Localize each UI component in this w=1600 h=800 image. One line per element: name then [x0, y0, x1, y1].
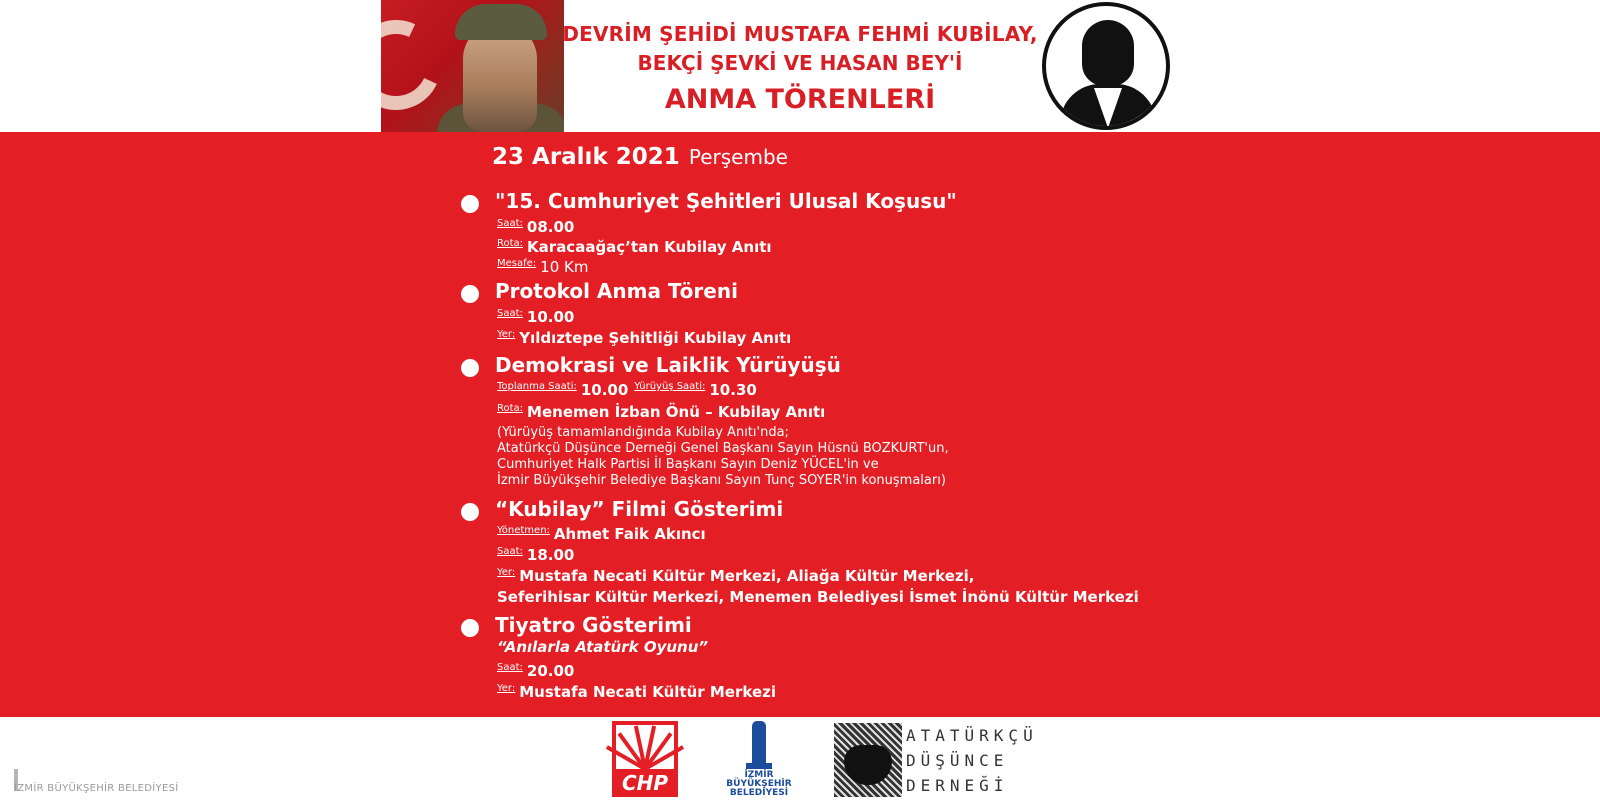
row-label: Saat:	[497, 218, 523, 229]
event-row	[497, 329, 791, 347]
event-date	[492, 144, 788, 170]
bullet-icon	[461, 285, 479, 303]
speech-note-line: (Yürüyüş tamamlandığında Kubilay Anıtı'nda;	[497, 425, 789, 440]
six-arrows-icon	[616, 725, 674, 769]
event-title-film: “Kubilay” Filmi Gösterimi	[495, 497, 784, 521]
add-logo-text	[906, 723, 1038, 798]
row-value: Yıldıztepe Şehitliği Kubilay Anıtı	[519, 329, 792, 347]
bullet-icon	[461, 619, 479, 637]
row-label: Saat:	[497, 546, 523, 557]
izmir-logo-line: BÜYÜKŞEHİR	[726, 779, 792, 789]
poster-title	[560, 20, 1040, 120]
event-row	[497, 403, 825, 421]
row-label: Yer:	[497, 567, 516, 578]
row-value: 18.00	[526, 546, 575, 564]
row-label: Toplanma Saati:	[497, 381, 577, 392]
speech-note-line: Cumhuriyet Halk Partisi İl Başkanı Sayın Deniz YÜCEL'in ve	[497, 457, 879, 472]
event-date-main: 23 Aralık 2021	[492, 144, 680, 170]
event-row	[497, 546, 574, 564]
row-value: Ahmet Faik Akıncı	[553, 525, 706, 543]
row-label: Rota:	[497, 238, 524, 249]
row-value: 08.00	[526, 218, 575, 236]
row-label: Saat:	[497, 662, 523, 673]
bullet-icon	[461, 359, 479, 377]
add-logo-line: DERNEĞİ	[906, 776, 1009, 795]
event-row	[497, 525, 706, 543]
footer-logos	[0, 717, 1600, 800]
row-value: 10.00	[580, 381, 629, 399]
add-logo-line: ATATÜRKÇÜ	[906, 726, 1038, 745]
izmir-bb-logo	[716, 719, 802, 797]
izmir-bb-watermark: İZMİR BÜYÜKŞEHİR BELEDİYESİ	[14, 783, 179, 794]
bullet-icon	[461, 195, 479, 213]
row-value: 20.00	[526, 662, 575, 680]
event-row	[497, 238, 772, 256]
row-value: Menemen İzban Önü – Kubilay Anıtı	[527, 403, 826, 421]
event-row	[497, 258, 588, 276]
add-logo-line: DÜŞÜNCE	[906, 751, 1009, 770]
row-label: Yer:	[497, 329, 516, 340]
kubilay-portrait	[381, 0, 564, 132]
row-label: Yer:	[497, 683, 516, 694]
bullet-icon	[461, 503, 479, 521]
event-subtitle-play: “Anılarla Atatürk Oyunu”	[497, 638, 709, 656]
ataturk-head	[1082, 20, 1134, 86]
row-value: Karacaağaç’tan Kubilay Anıtı	[527, 238, 772, 256]
row-label: Rota:	[497, 403, 524, 414]
event-row	[497, 381, 757, 399]
soldier-cap	[455, 4, 547, 40]
row-value: Mustafa Necati Kültür Merkezi, Aliağa Kültür Merkezi,	[519, 567, 975, 585]
row-value: Seferihisar Kültür Merkezi, Menemen Belediyesi İsmet İnönü Kültür Merkezi	[497, 588, 1139, 606]
row-label: Yürüyüş Saati:	[634, 381, 706, 392]
flag-crescent-icon	[381, 7, 454, 122]
event-row	[497, 662, 574, 680]
ataturk-portrait	[1042, 2, 1170, 130]
event-title-protocol: Protokol Anma Töreni	[495, 279, 738, 303]
row-value: 10.00	[526, 308, 575, 326]
clock-tower-base	[746, 763, 772, 769]
title-line-2: BEKÇİ ŞEVKİ VE HASAN BEY'İ	[637, 51, 963, 75]
program-panel	[0, 132, 1600, 717]
title-line-1: DEVRİM ŞEHİDİ MUSTAFA FEHMİ KUBİLAY,	[562, 22, 1038, 46]
speech-note-line: Atatürkçü Düşünce Derneği Genel Başkanı Sayın Hüsnü BOZKURT'un,	[497, 441, 949, 456]
header	[0, 0, 1600, 132]
chp-logo-text: CHP	[621, 771, 669, 795]
speech-note-line: İzmir Büyükşehir Belediye Başkanı Sayın Tunç SOYER'in konuşmaları)	[497, 473, 946, 488]
izmir-logo-text	[716, 771, 802, 798]
event-row	[497, 218, 574, 236]
izmir-logo-line: İZMİR	[744, 770, 774, 780]
event-row	[497, 683, 776, 701]
event-title-march: Demokrasi ve Laiklik Yürüyüşü	[495, 353, 841, 377]
chp-logo	[612, 721, 678, 797]
row-label: Yönetmen:	[497, 525, 550, 536]
row-label: Saat:	[497, 308, 523, 319]
row-value: 10.30	[709, 381, 757, 399]
add-logo	[834, 723, 1038, 799]
row-value: Mustafa Necati Kültür Merkezi	[519, 683, 776, 701]
event-title-run: "15. Cumhuriyet Şehitleri Ulusal Koşusu"	[495, 189, 957, 213]
event-row-continuation	[497, 588, 1139, 606]
event-date-day: Perşembe	[688, 145, 788, 169]
clock-tower-icon	[752, 721, 766, 767]
event-title-theatre: Tiyatro Gösterimi	[495, 613, 692, 637]
title-line-3: ANMA TÖRENLERİ	[664, 84, 936, 115]
izmir-logo-line: BELEDİYESİ	[729, 788, 789, 798]
ataturk-face-icon	[834, 723, 902, 797]
row-label: Mesafe:	[497, 258, 537, 269]
row-value: 10 Km	[540, 258, 589, 276]
event-row	[497, 308, 574, 326]
event-row	[497, 567, 974, 585]
